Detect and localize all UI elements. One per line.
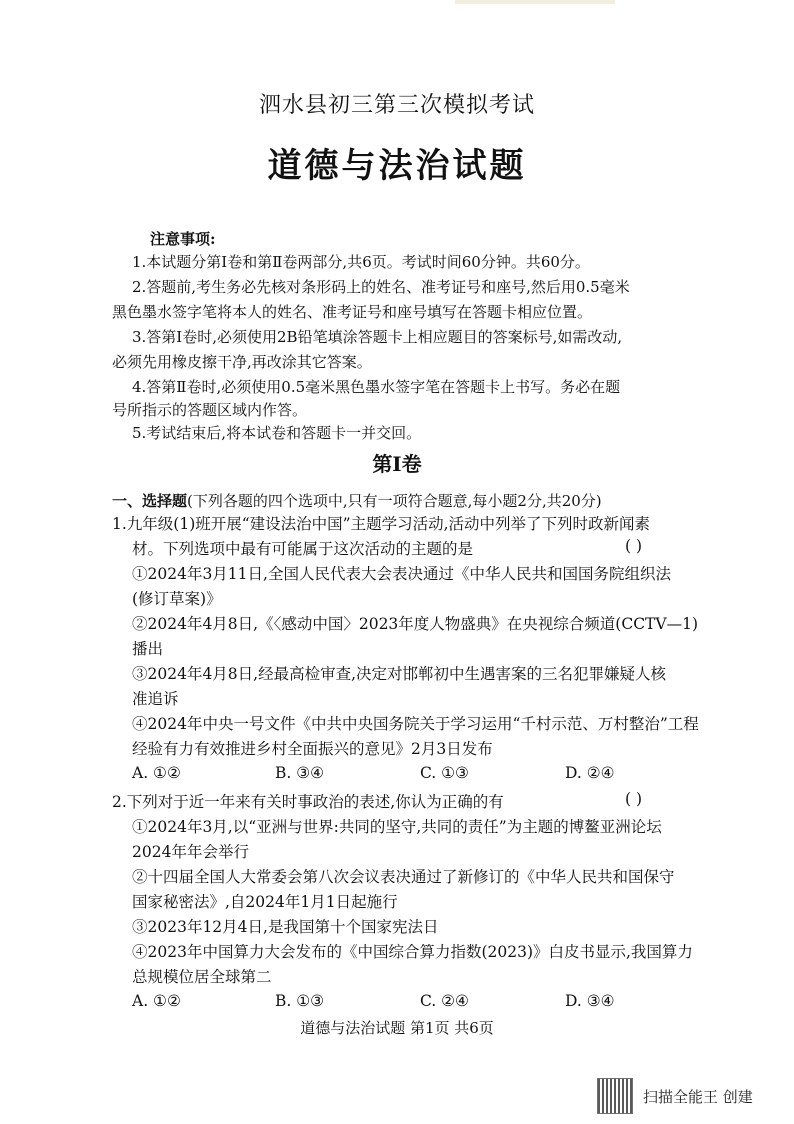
option-a[interactable]: A. ①② [132,992,181,1010]
question-statement: 播出 [132,640,164,658]
question-statement: ④2023年中国算力大会发布的《中国综合算力指数(2023)》白皮书显示,我国算力 [132,943,693,961]
qr-code-icon [597,1078,633,1114]
notice-line: 2.答题前,考生务必先核对条形码上的姓名、准考证号和座号,然后用0.5毫米 [132,278,630,296]
option-a[interactable]: A. ①② [132,764,181,782]
notice-line: 必须先用橡皮擦干净,再改涂其它答案。 [112,353,372,371]
section-description: (下列各题的四个选项中,只有一项符合题意,每小题2分,共20分) [187,492,602,510]
question-statement: ③2023年12月4日,是我国第十个国家宪法日 [132,918,439,936]
answer-bracket: ( ) [625,790,643,808]
option-d[interactable]: D. ②④ [565,764,615,782]
question-line: 1.九年级(1)班开展“建设法治中国”主题学习活动,活动中列举了下列时政新闻素 [112,515,651,533]
volume-heading: 第Ⅰ卷 [372,452,422,476]
question-statement: (修订草案)》 [132,590,222,608]
question-statement: 总规模位居全球第二 [132,968,272,986]
top-edge-mark [455,0,615,4]
notice-line: 黑色墨水签字笔将本人的姓名、准考证号和座号填写在答题卡相应位置。 [112,303,593,321]
notice-line: 号所指示的答题区域内作答。 [112,401,308,419]
exam-title: 道德与法治试题 [267,146,527,186]
notice-line: 3.答第Ⅰ卷时,必须使用2B铅笔填涂答题卡上相应题目的答案标号,如需改动, [132,328,623,346]
notice-line: 5.考试结束后,将本试卷和答题卡一并交回。 [132,424,422,442]
question-statement: 2024年年会举行 [132,843,249,861]
question-statement: 国家秘密法》,自2024年1月1日起施行 [132,893,398,911]
option-b[interactable]: B. ①③ [275,992,325,1010]
question-statement: ②2024年4月8日,《〈感动中国〉2023年度人物盛典》在央视综合频道(CCTV—1) [132,615,699,633]
answer-bracket: ( ) [625,537,643,555]
question-statement: ①2024年3月,以“亚洲与世界:共同的坚守,共同的责任”为主题的博鳌亚洲论坛 [132,818,662,836]
option-c[interactable]: C. ①③ [420,764,469,782]
question-statement: 准追诉 [132,690,179,708]
option-d[interactable]: D. ③④ [565,992,615,1010]
section-header [112,490,602,511]
question-statement: ③2024年4月8日,经最高检审查,决定对邯郸初中生遇害案的三名犯罪嫌疑人核 [132,665,667,683]
notice-line: 4.答第Ⅱ卷时,必须使用0.5毫米黑色墨水签字笔在答题卡上书写。务必在题 [132,378,621,396]
question-statement: ①2024年3月11日,全国人民代表大会表决通过《中华人民共和国国务院组织法 [132,565,671,583]
exam-subtitle: 泗水县初三第三次模拟考试 [258,93,535,118]
question-line: 材。下列选项中最有可能属于这次活动的主题的是 [132,540,474,558]
section-name: 一、选择题 [112,492,188,510]
notice-line: 1.本试题分第Ⅰ卷和第Ⅱ卷两部分,共6页。考试时间60分钟。共60分。 [132,253,590,271]
scanner-watermark [597,1078,753,1114]
page-footer: 道德与法治试题 第1页 共6页 [300,1019,494,1037]
option-b[interactable]: B. ③④ [275,764,325,782]
question-statement: ②十四届全国人大常委会第八次会议表决通过了新修订的《中华人民共和国保守 [132,868,675,886]
notice-heading: 注意事项: [150,230,216,248]
question-statement: ④2024年中央一号文件《中共中央国务院关于学习运用“千村示范、万村整治”工程 [132,715,699,733]
question-line: 2.下列对于近一年来有关时事政治的表述,你认为正确的有 [112,793,504,811]
question-statement: 经验有力有效推进乡村全面振兴的意见》2月3日发布 [132,740,493,758]
option-c[interactable]: C. ②④ [420,992,469,1010]
scanner-watermark-text: 扫描全能王 创建 [643,1087,753,1106]
